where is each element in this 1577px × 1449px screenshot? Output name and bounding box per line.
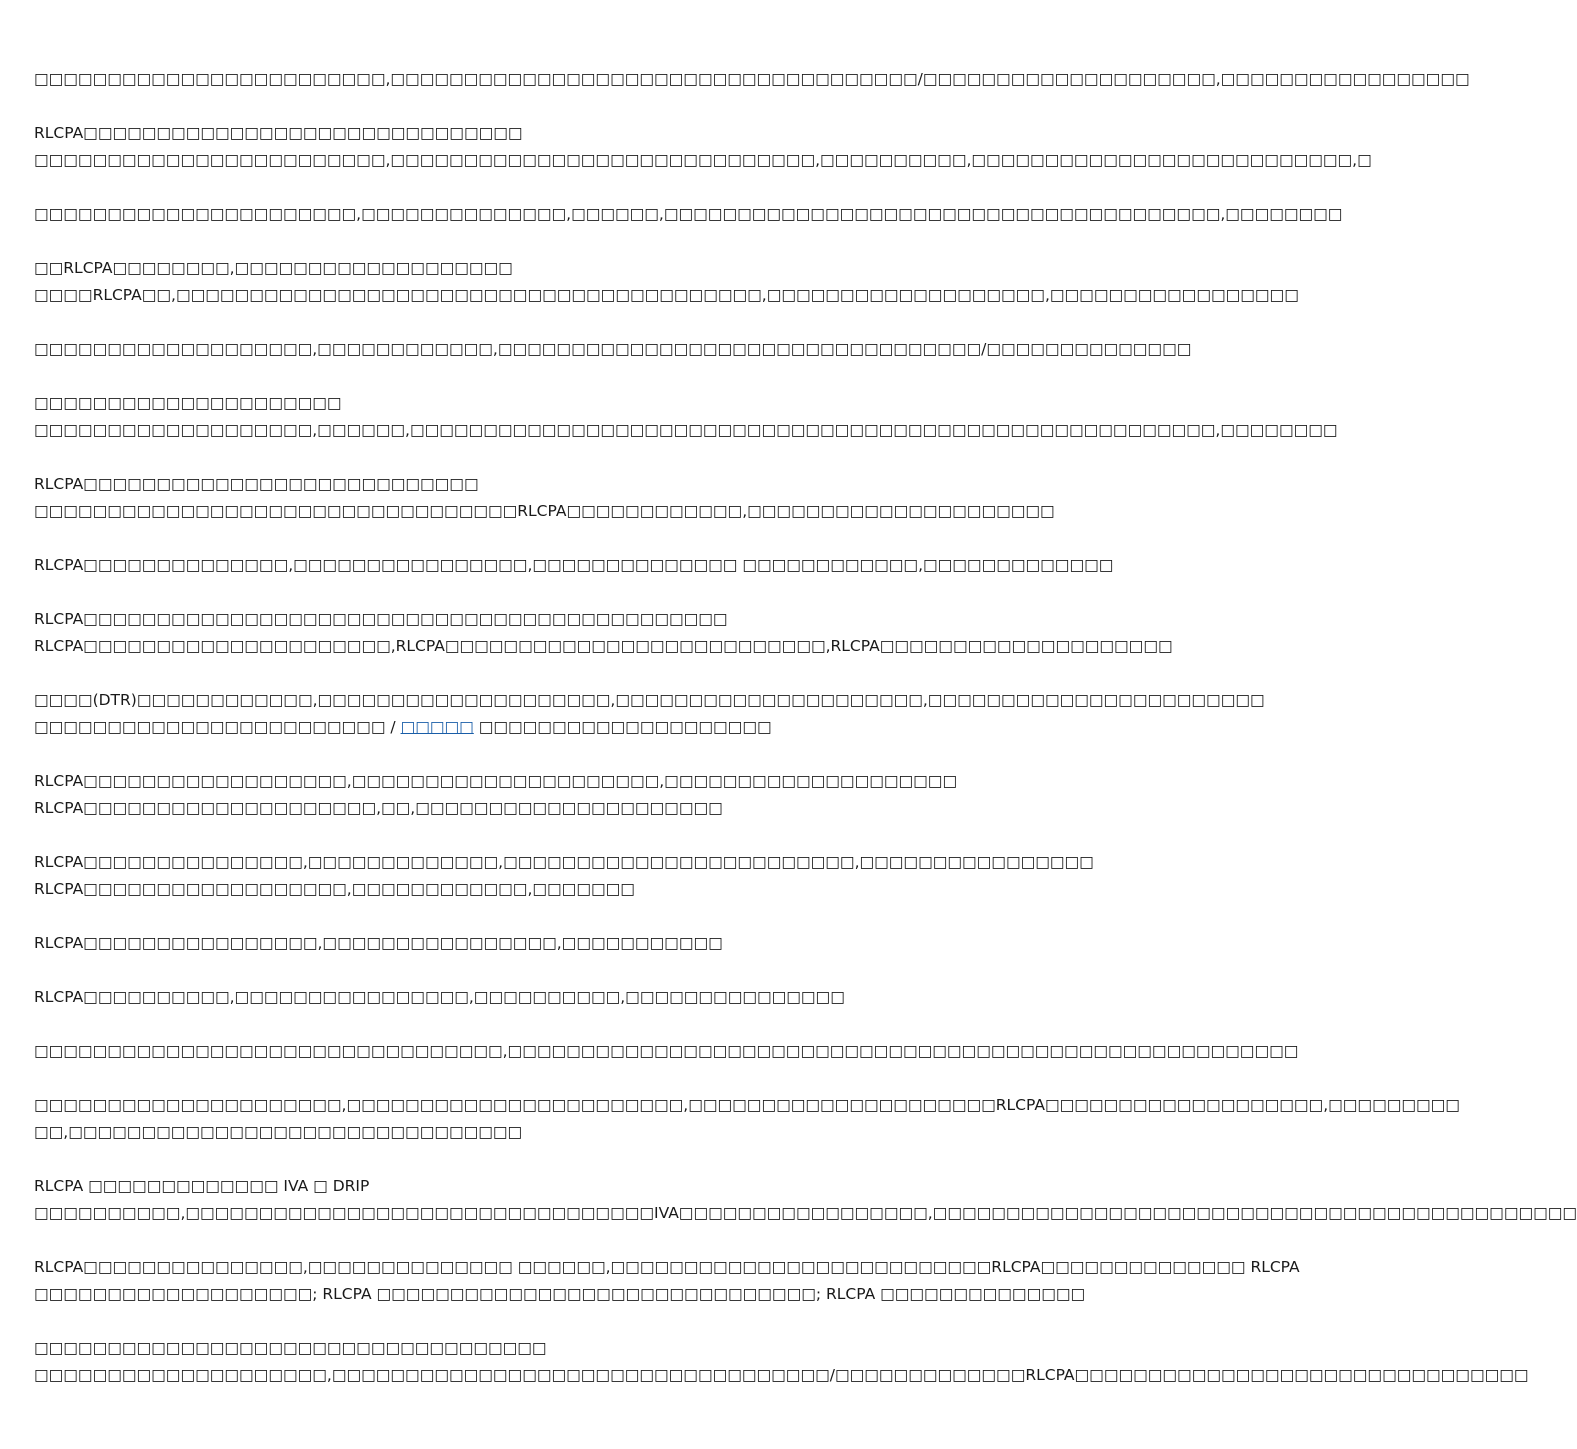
paragraph [34,606,1173,660]
paragraph [34,390,1338,444]
paragraph-line: □□□□□□□□□□□□□□□□□□□□□□□□,□□□□□□□□□□□□□□□□□□□□□□□□□□□□□,□□□□□□□□□□,□□□□□□□□□□□□□□□□□□□□□□□□□□,□ [34,151,1372,169]
paragraph [34,1335,1529,1389]
paragraph-line: □□□□□□□□□□□□□□□□□□□□□ [34,394,342,412]
paragraph [34,1038,1299,1065]
paragraph-line: □□□□□□□□□□,□□□□□□□□□□□□□□□□□□□□□□□□□□□□□□□□IVA□□□□□□□□□□□□□□□□□,□□□□□□□□□□□□□□□□□□□□□□□□□□□□□□□□□□□□□□□□□□□□ [34,1204,1577,1222]
paragraph-line: RLCPA□□□□□□□□□□□□□□,□□□□□□□□□□□□□□□□,□□□□□□□□□□□□□□ □□□□□□□□□□□□,□□□□□□□□□□□□□ [34,556,1114,574]
paragraph-line: □□□□□□□□□□□□□□□□□□□□□□,□□□□□□□□□□□□□□,□□□□□□,□□□□□□□□□□□□□□□□□□□□□□□□□□□□□□□□□□□□□□,□□□□□□□□ [34,205,1343,223]
paragraph-line: □□□□□□□□□□□□□□□□□□□,□□□□□□,□□□□□□□□□□□□□□□□□□□□□□□□□□□□□□□□□□□□□□□□□□□□□□□□□□□□□□□,□□□□□□□□ [34,421,1338,439]
paragraph-line: □□□□□□□□□□□□□□□□□□□□□□□□□□□□□□□□,□□□□□□□□□□□□□□□□□□□□□□□□□□□□□□□□□□□□□□□□□□□□□□□□□□□□□□ [34,1042,1299,1060]
paragraph [34,930,990,957]
paragraph-line: RLCPA□□□□□□□□□□□□□□□,□□□□□□□□□□□□□□ □□□□□□,□□□□□□□□□□□□□□□□□□□□□□□□□□RLCPA□□□□□□□□□□□□□□ RLCPA [34,1258,1300,1276]
paragraph [34,1092,1460,1146]
paragraph-line: RLCPA□□□□□□□□□□□□□□□□□□□□□□□□□□□ [34,475,479,493]
text-before-link: □□□□□□□□□□□□□□□□□□□□□□□□ / [34,718,401,736]
paragraph-line: RLCPA□□□□□□□□□□□□□□□□□□□□□□□□□□□□□□ [34,124,523,142]
inline-link[interactable]: □□□□□ [400,718,474,736]
paragraph-line: RLCPA□□□□□□□□□□□□□□□□,□□□□□□□□□□□□□□□□,□□□□□□□□□□□ [34,934,723,952]
paragraph [34,120,1372,174]
paragraph-line: RLCPA □□□□□□□□□□□□□ IVA □ DRIP [34,1177,370,1195]
paragraph [34,66,1470,93]
paragraph [34,768,990,822]
paragraph-line: □□□□RLCPA□□,□□□□□□□□□□□□□□□□□□□□□□□□□□□□□□□□□□□□□□□□,□□□□□□□□□□□□□□□□□□□,□□□□□□□□□□□□□□□□□ [34,286,1299,304]
paragraph [34,255,1299,309]
paragraph-line: RLCPA□□□□□□□□□□□□□□□□□□,□□□□□□□□□□□□□□□□□□□□□,□□□□□□□□□□□□□□□□□□□□ [34,772,958,790]
paragraph [34,849,1094,903]
paragraph-line: □□□□(DTR)□□□□□□□□□□□□,□□□□□□□□□□□□□□□□□□□□,□□□□□□□□□□□□□□□□□□□□□,□□□□□□□□□□□□□□□□□□□□□□□ [34,691,1265,709]
paragraph-line: RLCPA□□□□□□□□□□□□□□□□□□□□□,RLCPA□□□□□□□□□□□□□□□□□□□□□□□□□□,RLCPA□□□□□□□□□□□□□□□□□□□□ [34,637,1173,655]
paragraph-line: □□□□□□□□□□□□□□□□□□□□□□□□□□□□□□□□□□□ [34,1339,547,1357]
document-body [34,66,1577,1416]
paragraph [34,201,1343,228]
paragraph [34,1254,1300,1308]
paragraph [34,552,1114,579]
paragraph-line: □□□□□□□□□□□□□□□□□□□□□□□□□□□□□□□□□RLCPA□□□□□□□□□□□□,□□□□□□□□□□□□□□□□□□□□□ [34,502,1055,520]
paragraph [34,984,990,1011]
paragraph-line-with-link [34,714,990,741]
paragraph-line: RLCPA□□□□□□□□□□□□□□□□□□,□□□□□□□□□□□□,□□□□□□□ [34,880,635,898]
paragraph-line: □□□□□□□□□□□□□□□□□□□; RLCPA □□□□□□□□□□□□□□□□□□□□□□□□□□□□□□; RLCPA □□□□□□□□□□□□□□ [34,1285,1086,1303]
text-after-link: □□□□□□□□□□□□□□□□□□□□ [473,718,772,736]
paragraph-line: RLCPA□□□□□□□□□□□□□□□□□□□□□□□□□□□□□□□□□□□□□□□□□□□□ [34,610,728,628]
paragraph-line: □□□□□□□□□□□□□□□□□□□□,□□□□□□□□□□□□□□□□□□□□□□□□□□□□□□□□□□/□□□□□□□□□□□□□RLCPA□□□□□□□□□□□□□□□□□□□□□□□□□□□□□□□ [34,1366,1529,1384]
paragraph [34,687,1265,741]
paragraph [34,336,1192,363]
paragraph [34,471,1055,525]
paragraph-line: RLCPA□□□□□□□□□□□□□□□,□□□□□□□□□□□□□,□□□□□□□□□□□□□□□□□□□□□□□□,□□□□□□□□□□□□□□□□ [34,853,1094,871]
paragraph-line: RLCPA□□□□□□□□□□□□□□□□□□□□,□□,□□□□□□□□□□□□□□□□□□□□□ [34,799,723,817]
paragraph-line: □□RLCPA□□□□□□□□,□□□□□□□□□□□□□□□□□□□ [34,259,513,277]
paragraph-line: RLCPA□□□□□□□□□□,□□□□□□□□□□□□□□□□,□□□□□□□□□□,□□□□□□□□□□□□□□□ [34,988,845,1006]
paragraph-line: □□,□□□□□□□□□□□□□□□□□□□□□□□□□□□□□□□ [34,1123,523,1141]
paragraph-line: □□□□□□□□□□□□□□□□□□□□□,□□□□□□□□□□□□□□□□□□□□□□□,□□□□□□□□□□□□□□□□□□□□□RLCPA□□□□□□□□□□□□□□□□□□□,□□□□□□□□□ [34,1096,1460,1114]
paragraph-line: □□□□□□□□□□□□□□□□□□□,□□□□□□□□□□□□,□□□□□□□□□□□□□□□□□□□□□□□□□□□□□□□□□/□□□□□□□□□□□□□□ [34,340,1192,358]
paragraph-line: □□□□□□□□□□□□□□□□□□□□□□□□,□□□□□□□□□□□□□□□□□□□□□□□□□□□□□□□□□□□□/□□□□□□□□□□□□□□□□□□□□,□□□□□□□□□□□□□□□□□ [34,70,1470,88]
paragraph [34,1173,1577,1227]
